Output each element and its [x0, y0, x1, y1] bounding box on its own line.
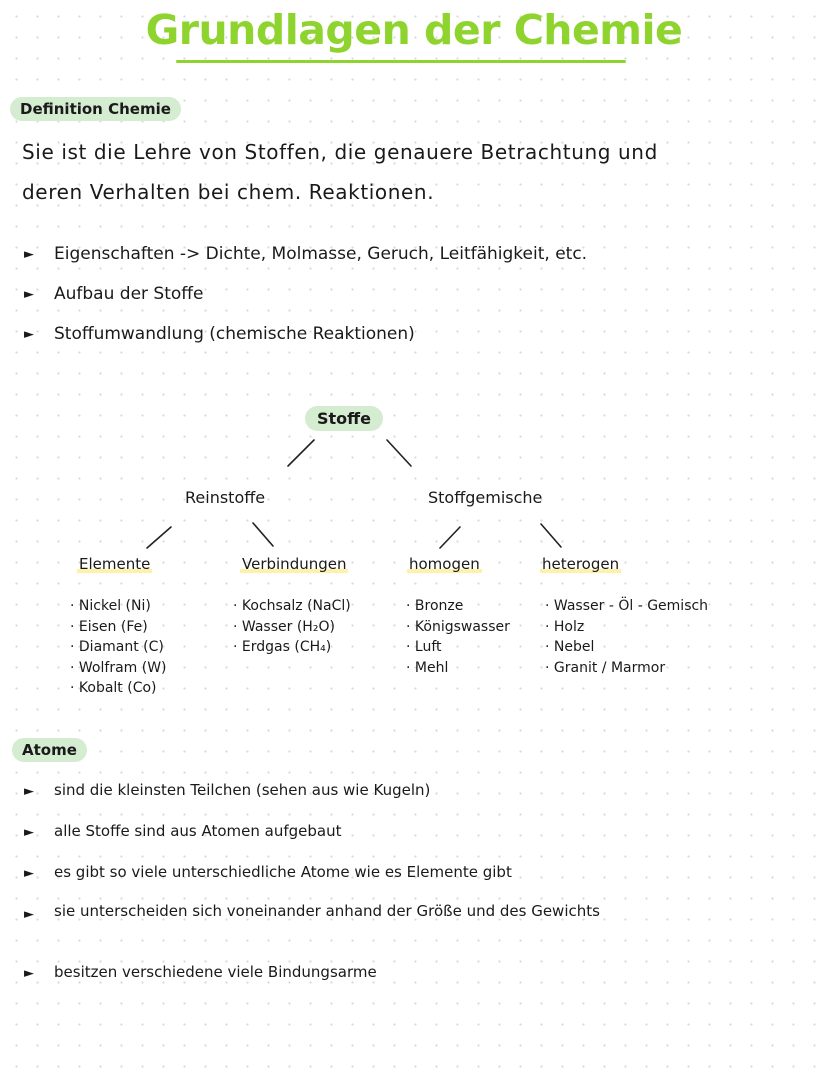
list-item — [24, 901, 724, 963]
elemente-list — [70, 596, 167, 699]
triangle-bullet-icon: ► — [24, 247, 34, 262]
definition-line-1: Sie ist die Lehre von Stoffen, die genauere Betrachtung und — [22, 140, 658, 164]
tree-node-heterogen: heterogen — [542, 555, 620, 573]
list-item: · Kochsalz (NaCl) — [233, 596, 351, 617]
atome-text: sie unterscheiden sich voneinander anhand der Größe und des Gewichts — [54, 902, 600, 920]
connector-line — [147, 527, 171, 548]
definition-line-2: deren Verhalten bei chem. Reaktionen. — [22, 180, 435, 204]
list-item: · Bronze — [406, 596, 510, 617]
heterogen-list — [545, 596, 708, 678]
connector-line — [288, 440, 314, 466]
list-item: · Erdgas (CH₄) — [233, 637, 351, 658]
list-item: · Königswasser — [406, 617, 510, 638]
page-title: Grundlagen der Chemie — [145, 6, 683, 54]
tree-node-stoffgemische: Stoffgemische — [428, 488, 543, 507]
list-item — [24, 863, 724, 901]
tree-root: Stoffe — [305, 406, 383, 431]
list-item: · Nickel (Ni) — [70, 596, 167, 617]
list-item — [24, 781, 724, 822]
atome-text: alle Stoffe sind aus Atomen aufgebaut — [54, 822, 342, 840]
connector-line — [541, 524, 561, 547]
list-item: · Mehl — [406, 658, 510, 679]
list-item: · Diamant (C) — [70, 637, 167, 658]
topic-text: Aufbau der Stoffe — [54, 284, 204, 304]
tree-node-verbindungen: Verbindungen — [242, 555, 347, 573]
connector-line — [253, 523, 273, 546]
triangle-bullet-icon: ► — [24, 327, 34, 342]
list-item: · Luft — [406, 637, 510, 658]
list-item: · Kobalt (Co) — [70, 678, 167, 699]
topic-text: Eigenschaften -> Dichte, Molmasse, Geruch, Leitfähigkeit, etc. — [54, 244, 588, 264]
homogen-list — [406, 596, 510, 678]
connector-line — [440, 527, 460, 548]
tree-node-homogen: homogen — [409, 555, 480, 573]
triangle-bullet-icon: ► — [24, 866, 34, 881]
list-item: · Granit / Marmor — [545, 658, 708, 679]
tree-node-elemente: Elemente — [79, 555, 151, 573]
tree-node-reinstoffe: Reinstoffe — [185, 488, 266, 507]
list-item: · Nebel — [545, 637, 708, 658]
atome-text: besitzen verschiedene viele Bindungsarme — [54, 963, 377, 981]
triangle-bullet-icon: ► — [24, 287, 34, 302]
list-item: · Holz — [545, 617, 708, 638]
triangle-bullet-icon: ► — [24, 825, 34, 840]
atome-label: Atome — [12, 738, 87, 762]
triangle-bullet-icon: ► — [24, 907, 34, 922]
atome-text: es gibt so viele unterschiedliche Atome wie es Elemente gibt — [54, 863, 512, 881]
verbindungen-list — [233, 596, 351, 658]
list-item — [24, 822, 724, 863]
triangle-bullet-icon: ► — [24, 784, 34, 799]
atome-text: sind die kleinsten Teilchen (sehen aus wie Kugeln) — [54, 781, 431, 799]
definition-label: Definition Chemie — [10, 97, 181, 121]
atome-list — [24, 781, 724, 1003]
list-item: · Wasser - Öl - Gemisch — [545, 596, 708, 617]
list-item — [24, 963, 724, 1003]
list-item: · Wolfram (W) — [70, 658, 167, 679]
list-item: · Eisen (Fe) — [70, 617, 167, 638]
topic-text: Stoffumwandlung (chemische Reaktionen) — [54, 324, 415, 344]
triangle-bullet-icon: ► — [24, 966, 34, 981]
list-item: · Wasser (H₂O) — [233, 617, 351, 638]
connector-line — [387, 440, 411, 466]
